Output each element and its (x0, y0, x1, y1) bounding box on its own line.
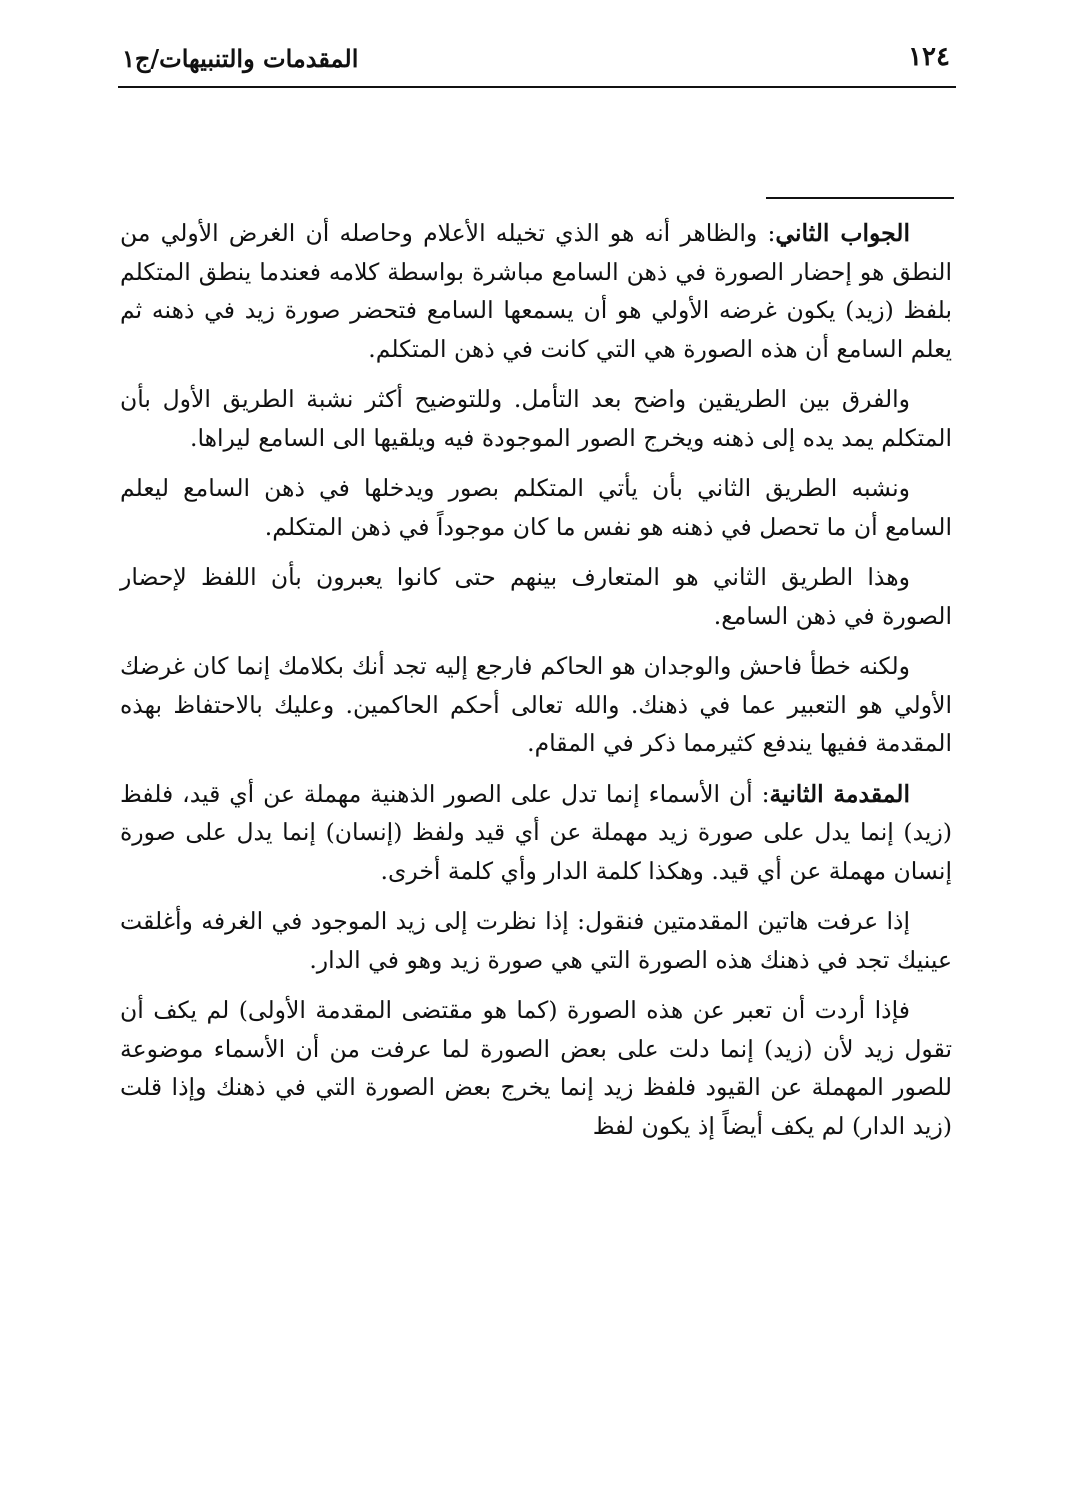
body-text (120, 214, 952, 1157)
paragraph-text: ولكنه خطأ فاحش والوجدان هو الحاكم فارجع إليه تجد أنك بكلامك إنما كان غرضك الأولي هو التعبير عما في ذهنك. والله تعالى أحكم الحاكمين. وعليك بالاحتفاظ بهذه المقدمة ففيها يندفع كثيرمما ذكر في المقام. (120, 652, 952, 757)
paragraph-text: ونشبه الطريق الثاني بأن يأتي المتكلم بصور ويدخلها في ذهن السامع ليعلم السامع أن ما تحصل في ذهنه هو نفس ما كان موجوداً في ذهن المتكلم. (120, 474, 952, 541)
paragraph-heading: الجواب الثاني (775, 219, 910, 247)
paragraph-6 (120, 775, 952, 891)
paragraph-text: إذا عرفت هاتين المقدمتين فنقول: إذا نظرت إلى زيد الموجود في الغرفه وأغلقت عينيك تجد في ذهنك هذه الصورة التي هي صورة زيد وهو في الدار. (120, 907, 952, 974)
running-title: المقدمات والتنبيهات/ج١ (122, 44, 359, 73)
paragraph-7 (120, 902, 952, 979)
paragraph-text: : أن الأسماء إنما تدل على الصور الذهنية مهملة عن أي قيد، فلفظ (زيد) إنما يدل على صورة زيد مهملة عن أي قيد ولفظ (إنسان) إنما يدل على صورة إنسان مهملة عن أي قيد. وهكذا كلمة الدار وأي كلمة أخرى. (120, 779, 952, 885)
paragraph-2 (120, 380, 952, 457)
paragraph-5 (120, 647, 952, 763)
paragraph-1 (120, 214, 952, 368)
paragraph-text: فإذا أردت أن تعبر عن هذه الصورة (كما هو مقتضى المقدمة الأولى) لم يكف أن تقول زيد لأن (زيد) إنما دلت على بعض الصورة لما عرفت من أن الأسماء موضوعة للصور المهملة عن القيود فلفظ زيد إنما يخرج بعض الصورة التي في ذهنك وإذا قلت (زيد الدار) لم يكف أيضاً إذ يكون لفظ (120, 996, 952, 1140)
paragraph-8 (120, 991, 952, 1145)
paragraph-text: وهذا الطريق الثاني هو المتعارف بينهم حتى كانوا يعبرون بأن اللفظ لإحضار الصورة في ذهن السامع. (120, 563, 952, 630)
paragraph-4 (120, 558, 952, 635)
paragraph-heading: المقدمة الثانية (769, 779, 911, 808)
paragraph-text: والفرق بين الطريقين واضح بعد التأمل. وللتوضيح أكثر نشبة الطريق الأول بأن المتكلم يمد يده إلى ذهنه ويخرج الصور الموجودة فيه ويلقيها الى السامع ليراها. (120, 385, 952, 452)
paragraph-text: : والظاهر أنه هو الذي تخيله الأعلام وحاصله أن الغرض الأولي من النطق هو إحضار الصورة في ذهن السامع مباشرة بواسطة كلامه فعندما ينطق المتكلم بلفظ (زيد) يكون غرضه الأولي هو أن يسمعها السامع فتحضر صورة زيد في ذهنه ثم يعلم السامع أن هذه الصورة هي التي كانت في ذهن المتكلم. (120, 219, 952, 363)
page-number: ١٢٤ (908, 42, 950, 72)
paragraph-3 (120, 469, 952, 546)
footnote-separator-rule (766, 197, 954, 199)
page-header (118, 38, 956, 88)
